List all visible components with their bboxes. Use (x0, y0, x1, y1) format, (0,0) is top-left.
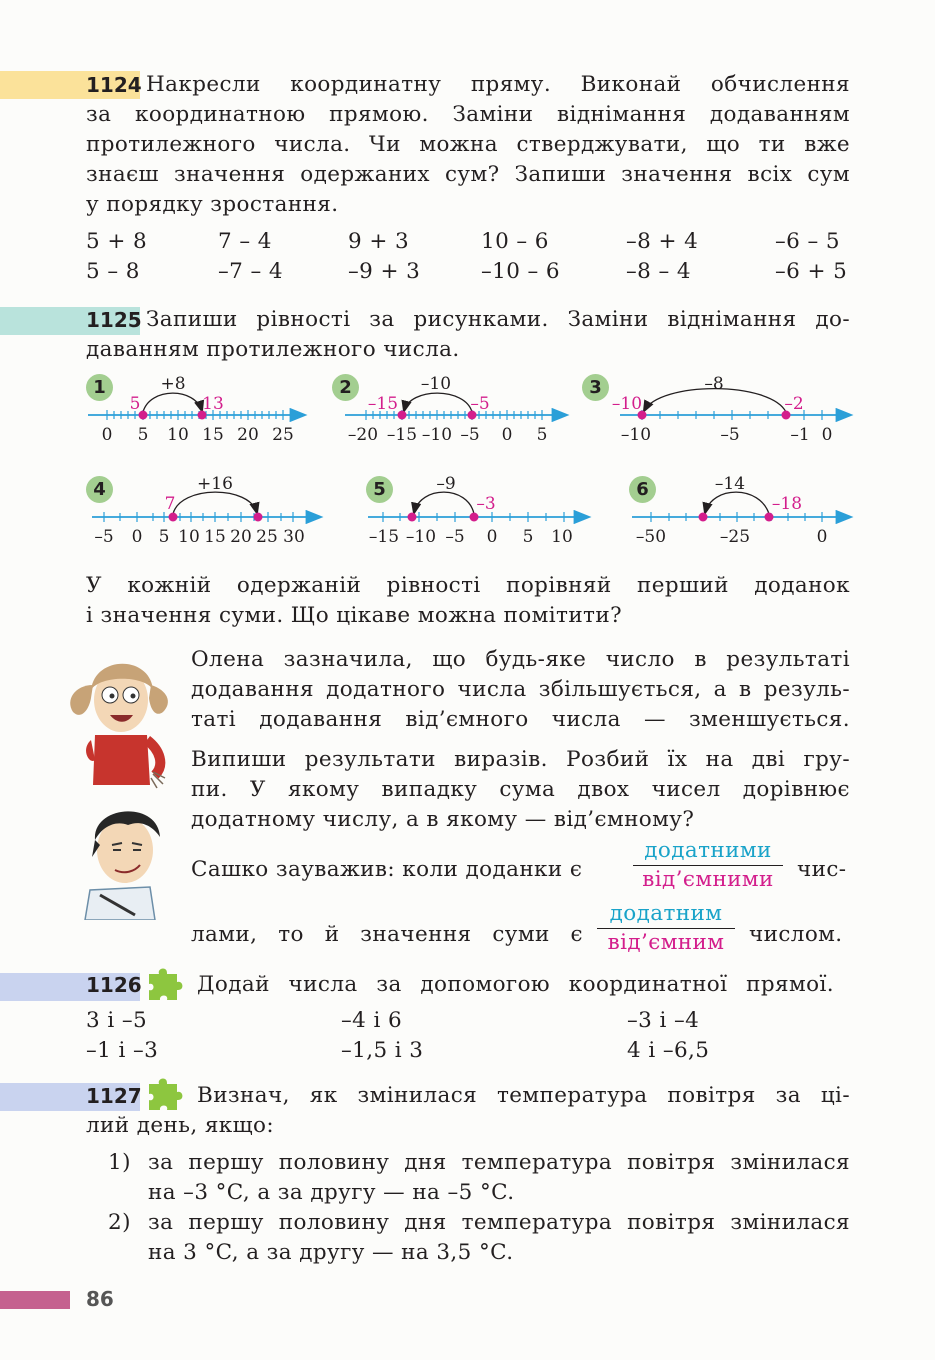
expression: –9 + 3 (348, 259, 421, 284)
exercise-number: 1126 (86, 973, 142, 997)
tick-label: 20 (230, 527, 252, 547)
end-label: 13 (202, 394, 224, 414)
expression: –7 – 4 (218, 259, 283, 284)
item-line: на –3 °C, а за другу — на –5 °C. (148, 1180, 515, 1205)
exercise-text-line: лий день, якщо: (86, 1113, 274, 1138)
fraction-top: додатними (644, 838, 772, 863)
tick-label: –15 (368, 527, 400, 547)
diagram-badge: 5 (366, 476, 393, 503)
diagram-badge: 3 (582, 374, 609, 401)
fraction-positive-negative (633, 837, 783, 894)
tick-label: –10 (421, 425, 453, 445)
sashko-text: лами, то й значення суми є (191, 922, 583, 947)
exercise-number: 1125 (86, 308, 142, 332)
sashko-text: числом. (749, 922, 843, 947)
end-label: –2 (784, 394, 804, 414)
number-pair: –3 і –4 (627, 1008, 700, 1033)
tick-label: –5 (460, 425, 480, 445)
exercise-text-line: протилежного числа. Чи можна стверджувати, що ти вже (86, 132, 850, 157)
olena-line: таті додавання від’ємного числа — зменшується. (191, 707, 850, 732)
fraction-bottom: від’ємними (633, 865, 783, 894)
diagram-5 (368, 474, 588, 547)
fraction-positive-negative (597, 900, 735, 957)
tick-label: –10 (620, 425, 652, 445)
end-label: –18 (771, 494, 803, 514)
olena-line: додавання додатного числа збільшується, а в резуль- (191, 677, 850, 702)
tick-label: 0 (101, 425, 113, 445)
diagram-badge: 6 (629, 476, 656, 503)
expression: 7 – 4 (218, 229, 272, 254)
fraction-top: додатним (609, 901, 723, 926)
item-line: за першу половину дня температура повітря змінилася (148, 1210, 850, 1235)
puzzle-icon (145, 964, 187, 1004)
page-number-band (0, 1291, 70, 1309)
tick-label: –25 (719, 527, 751, 547)
boy-illustration (80, 795, 180, 920)
diagram-4 (92, 474, 320, 547)
diagram-1 (88, 374, 304, 445)
start-label: –10 (611, 394, 643, 414)
item-number: 2) (108, 1210, 131, 1235)
tick-label: 30 (283, 527, 305, 547)
tick-label: –5 (94, 527, 114, 547)
expression: –6 – 5 (775, 229, 840, 254)
exercise-text-line: Визнач, як змінилася температура повітря за ці- (197, 1083, 850, 1108)
paragraph-line: і значення суми. Що цікаве можна помітити? (86, 603, 623, 628)
girl-illustration (55, 640, 185, 790)
tick-label: 20 (237, 425, 259, 445)
tick-label: 5 (536, 425, 548, 445)
tick-label: –5 (720, 425, 740, 445)
tick-label: –1 (790, 425, 810, 445)
olena-line: Олена зазначила, що будь-яке число в результаті (191, 647, 850, 672)
task-line: додатному числу, а в якому — від’ємному? (191, 807, 695, 832)
step-label: +16 (197, 474, 233, 494)
paragraph-line: У кожній одержаній рівності порівняй перший доданок (86, 573, 850, 598)
step-label: –8 (704, 374, 724, 394)
tick-label: 0 (131, 527, 143, 547)
number-pair: 4 і –6,5 (627, 1038, 710, 1063)
end-label: –3 (476, 494, 496, 514)
expression: 5 – 8 (86, 259, 140, 284)
fraction-bottom: від’ємним (597, 928, 735, 957)
expression: 10 – 6 (481, 229, 549, 254)
expression: –10 – 6 (481, 259, 561, 284)
tick-label: 15 (204, 527, 226, 547)
number-pair: –1 і –3 (86, 1038, 159, 1063)
item-number: 1) (108, 1150, 131, 1175)
task-line: Випиши результати виразів. Розбий їх на дві гру- (191, 747, 850, 772)
diagram-badge: 4 (86, 476, 113, 503)
tick-label: 5 (137, 425, 149, 445)
item-line: на 3 °C, а за другу — на 3,5 °C. (148, 1240, 514, 1265)
puzzle-icon (145, 1074, 187, 1114)
sashko-text: Сашко зауважив: коли доданки є (191, 857, 583, 882)
expression: 9 + 3 (348, 229, 410, 254)
tick-label: 0 (821, 425, 833, 445)
number-pair: –1,5 і 3 (341, 1038, 424, 1063)
step-label: –9 (436, 474, 456, 494)
exercise-number: 1124 (86, 73, 142, 97)
exercise-text-line: Накресли координатну пряму. Виконай обчислення (146, 72, 850, 97)
expression: 5 + 8 (86, 229, 148, 254)
item-line: за першу половину дня температура повітря змінилася (148, 1150, 850, 1175)
exercise-text-line: Запиши рівності за рисунками. Заміни віднімання до- (146, 307, 850, 332)
diagram-badge: 2 (332, 374, 359, 401)
tick-label: –20 (347, 425, 379, 445)
tick-label: –15 (386, 425, 418, 445)
tick-label: 10 (551, 527, 573, 547)
tick-label: 10 (167, 425, 189, 445)
tick-label: 0 (501, 425, 513, 445)
tick-label: 5 (158, 527, 170, 547)
tick-label: 0 (816, 527, 828, 547)
tick-label: –5 (445, 527, 465, 547)
tick-label: 0 (486, 527, 498, 547)
sashko-text: чис- (797, 857, 847, 882)
tick-label: 10 (178, 527, 200, 547)
expression: –6 + 5 (775, 259, 848, 284)
number-pair: 3 і –5 (86, 1008, 148, 1033)
start-label: 7 (164, 494, 176, 514)
exercise-text-line: даванням протилежного числа. (86, 337, 460, 362)
exercise-text-line: у порядку зростання. (86, 192, 339, 217)
exercise-number: 1127 (86, 1084, 142, 1108)
expression: –8 – 4 (626, 259, 691, 284)
start-label: –15 (367, 394, 399, 414)
step-label: –14 (714, 474, 746, 494)
expression: –8 + 4 (626, 229, 699, 254)
task-line: пи. У якому випадку сума двох чисел дорівнює (191, 777, 850, 802)
tick-label: –50 (635, 527, 667, 547)
tick-label: 15 (202, 425, 224, 445)
diagram-6 (632, 474, 850, 547)
exercise-text-line: знаєш значення одержаних сум? Запиши значення всіх сум (86, 162, 850, 187)
exercise-text-line: за координатною прямою. Заміни віднімання додаванням (86, 102, 850, 127)
end-label: –5 (470, 394, 490, 414)
number-line-diagrams (0, 365, 935, 555)
tick-label: 25 (256, 527, 278, 547)
tick-label: 25 (272, 425, 294, 445)
start-label: 5 (129, 394, 141, 414)
tick-label: 5 (522, 527, 534, 547)
diagram-3 (612, 374, 850, 445)
page-number: 86 (86, 1287, 114, 1311)
exercise-text: Додай числа за допомогою координатної прямої. (197, 972, 834, 997)
number-pair: –4 і 6 (341, 1008, 403, 1033)
diagram-2 (345, 374, 566, 445)
step-label: –10 (420, 374, 452, 394)
tick-label: –10 (405, 527, 437, 547)
diagram-badge: 1 (86, 374, 113, 401)
step-label: +8 (160, 374, 186, 394)
